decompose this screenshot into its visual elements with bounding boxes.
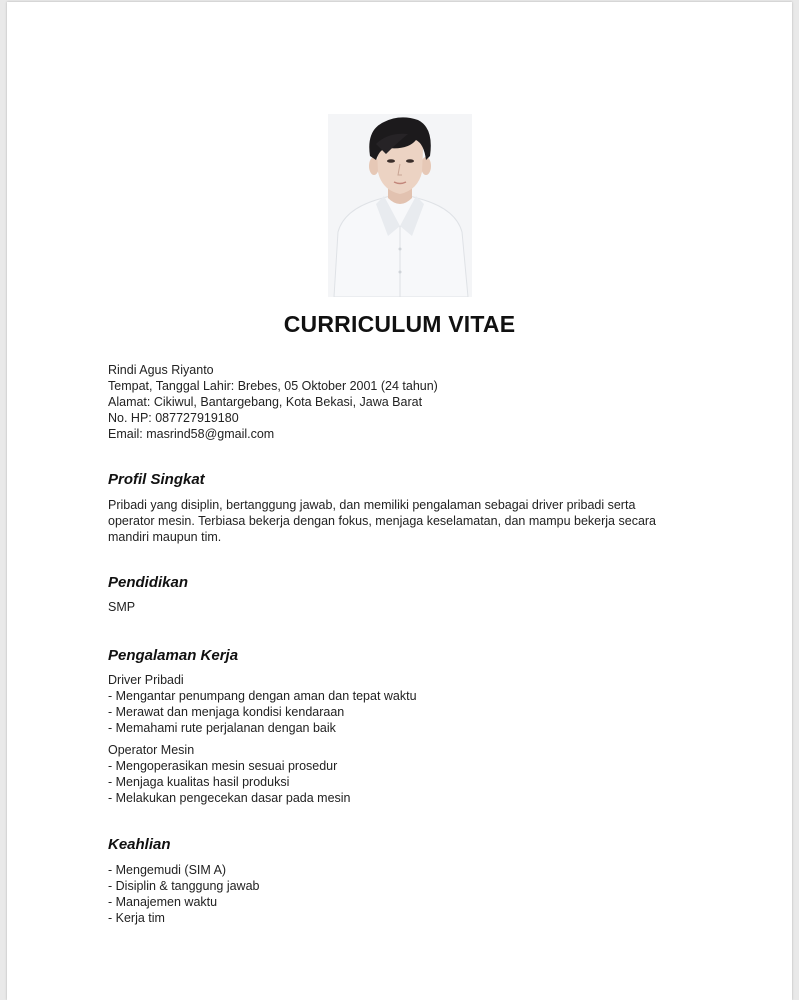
- profile-line: operator mesin. Terbiasa bekerja dengan fokus, menjaga keselamatan, dan mampu bekerja secara: [108, 514, 657, 528]
- education-heading: Pendidikan: [108, 574, 189, 591]
- page-title: CURRICULUM VITAE: [283, 311, 516, 337]
- job-title: Driver Pribadi: [108, 673, 184, 687]
- profile-line: Pribadi yang disiplin, bertanggung jawab, dan memiliki pengalaman sebagai driver pribadi serta: [108, 498, 636, 512]
- skill-item: - Manajemen waktu: [108, 895, 218, 909]
- personal-phone: No. HP: 087727919180: [108, 411, 239, 425]
- cv-page: [7, 2, 792, 1000]
- education-value: SMP: [108, 600, 136, 614]
- job-duty: - Mengantar penumpang dengan aman dan tepat waktu: [108, 689, 417, 703]
- skill-item: - Kerja tim: [108, 911, 165, 925]
- profile-photo-icon: [328, 114, 472, 297]
- job-duty: - Mengoperasikan mesin sesuai prosedur: [108, 759, 338, 773]
- profile-line: mandiri maupun tim.: [108, 530, 222, 544]
- profile-photo: [328, 114, 472, 297]
- personal-address: Alamat: Cikiwul, Bantargebang, Kota Bekasi, Jawa Barat: [108, 395, 423, 409]
- skill-item: - Mengemudi (SIM A): [108, 863, 227, 877]
- experience-heading: Pengalaman Kerja: [108, 647, 239, 664]
- personal-email: Email: masrind58@gmail.com: [108, 427, 275, 441]
- personal-name: Rindi Agus Riyanto: [108, 363, 214, 377]
- experience-list: [108, 672, 708, 806]
- skills-list: [108, 862, 708, 926]
- personal-birth: Tempat, Tanggal Lahir: Brebes, 05 Oktober 2001 (24 tahun): [108, 379, 438, 393]
- skill-item: - Disiplin & tanggung jawab: [108, 879, 260, 893]
- skills-heading: Keahlian: [108, 836, 171, 853]
- job-duty: - Menjaga kualitas hasil produksi: [108, 775, 290, 789]
- job-duty: - Melakukan pengecekan dasar pada mesin: [108, 791, 351, 805]
- education-text: [108, 599, 708, 615]
- job-duty: - Merawat dan menjaga kondisi kendaraan: [108, 705, 345, 719]
- job-title: Operator Mesin: [108, 743, 195, 757]
- profile-heading: Profil Singkat: [108, 471, 205, 488]
- personal-info: [108, 362, 438, 442]
- job-duty: - Memahami rute perjalanan dengan baik: [108, 721, 336, 735]
- profile-text: [108, 497, 708, 545]
